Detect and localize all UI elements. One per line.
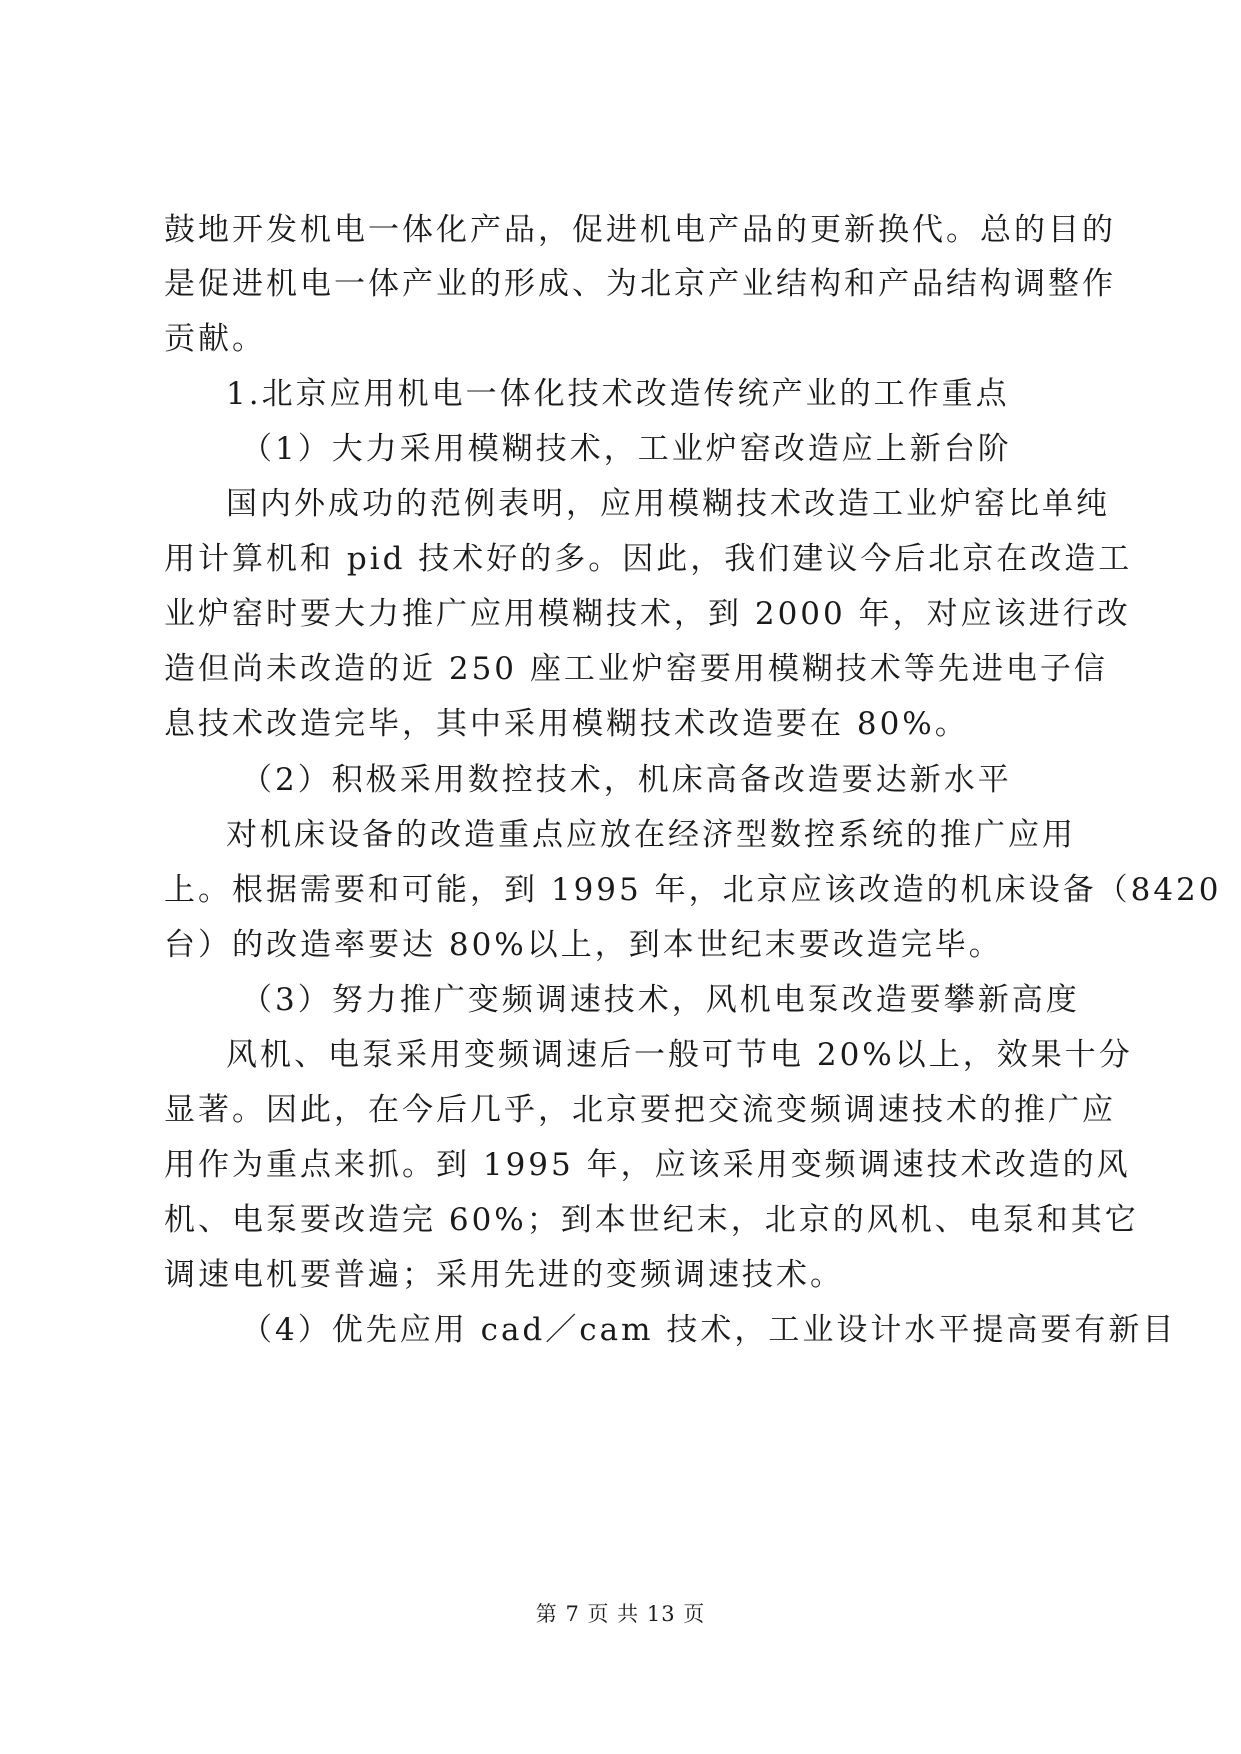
body-line: 息技术改造完毕，其中采用模糊技术改造要在 80%。 (164, 706, 969, 742)
body-line: 贡献。 (164, 321, 266, 357)
subsection-heading: （2）积极采用数控技术，机床高备改造要达新水平 (241, 762, 1012, 798)
body-line: 调速电机要普遍；采用先进的变频调速技术。 (164, 1257, 844, 1293)
subsection-heading: （1）大力采用模糊技术，工业炉窑改造应上新台阶 (241, 431, 1012, 467)
subsection-heading: （4）优先应用 cad／cam 技术，工业设计水平提高要有新目 (241, 1312, 1177, 1348)
body-line: 鼓地开发机电一体化产品，促进机电产品的更新换代。总的目的 (164, 212, 1116, 248)
body-line: 用作为重点来抓。到 1995 年，应该采用变频调速技术改造的风 (164, 1147, 1131, 1183)
body-line: 对机床设备的改造重点应放在经济型数控系统的推广应用 (226, 817, 1076, 853)
page-number-footer: 第 7 页 共 13 页 (535, 1602, 706, 1626)
body-line: 造但尚未改造的近 250 座工业炉窑要用模糊技术等先进电子信 (164, 651, 1108, 687)
section-heading: 1.北京应用机电一体化技术改造传统产业的工作重点 (226, 376, 1010, 412)
body-line: 风机、电泵采用变频调速后一般可节电 20%以上，效果十分 (226, 1037, 1133, 1073)
body-line: 国内外成功的范例表明，应用模糊技术改造工业炉窑比单纯 (226, 486, 1110, 522)
subsection-heading: （3）努力推广变频调速技术，风机电泵改造要攀新高度 (241, 982, 1080, 1018)
body-line: 上。根据需要和可能，到 1995 年，北京应该改造的机床设备（8420 (164, 872, 1222, 908)
body-line: 是促进机电一体产业的形成、为北京产业结构和产品结构调整作 (164, 266, 1116, 302)
body-line: 业炉窑时要大力推广应用模糊技术，到 2000 年，对应该进行改 (164, 596, 1131, 632)
body-line: 显著。因此，在今后几乎，北京要把交流变频调速技术的推广应 (164, 1092, 1116, 1128)
body-line: 台）的改造率要达 80%以上，到本世纪末要改造完毕。 (164, 927, 1003, 963)
body-line: 机、电泵要改造完 60%；到本世纪末，北京的风机、电泵和其它 (164, 1202, 1139, 1238)
body-line: 用计算机和 pid 技术好的多。因此，我们建议今后北京在改造工 (164, 541, 1133, 577)
